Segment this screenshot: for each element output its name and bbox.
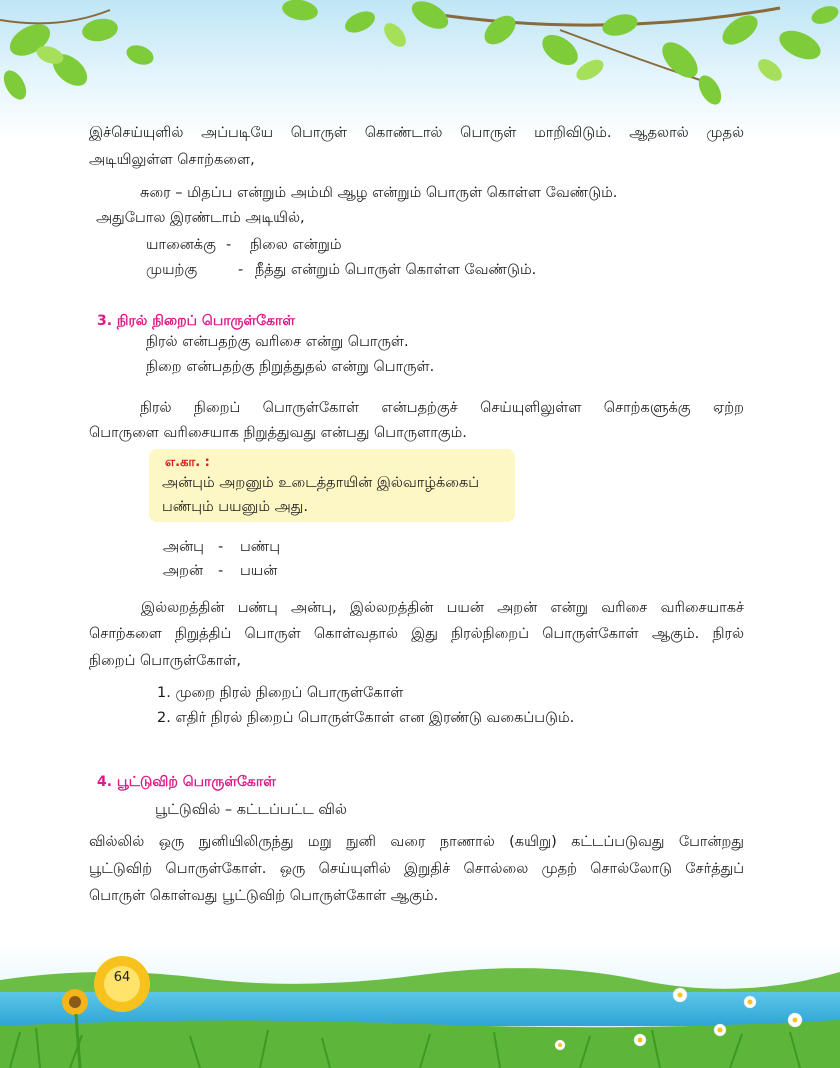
footer-landscape (0, 940, 840, 1068)
section-3-para-2: பொருளை வரிசையாக நிறுத்துவது என்பது பொருளாகும். (89, 425, 467, 441)
intro-line-2: அடியிலுள்ள சொற்களை, (89, 152, 255, 168)
section-4-heading: 4. பூட்டுவிற் பொருள்கோள் (97, 774, 276, 790)
list-item: 1. முறை நிரல் நிறைப் பொருள்கோள் (157, 685, 404, 701)
pair-a: அன்பு (163, 539, 204, 555)
section-4-def: பூட்டுவில் – கட்டப்பட்ட வில் (155, 802, 347, 818)
example-line-1: அன்பும் அறனும் உடைத்தாயின் இல்வாழ்க்கைப் (162, 475, 480, 491)
example-label: எ.கா. : (165, 455, 210, 470)
pair-dash: - (226, 237, 232, 253)
pair-b: பண்பு (240, 539, 281, 555)
section-3-def-1: நிரல் என்பதற்கு வரிசை என்று பொருள். (146, 334, 409, 350)
section-3-para-3-line-3: நிறைப் பொருள்கோள், (89, 653, 242, 669)
intro-line-4: அதுபோல இரண்டாம் அடியில், (96, 210, 305, 226)
pair-dash: - (218, 563, 224, 579)
pair-dash: - (238, 262, 244, 278)
list-item: 2. எதிர் நிரல் நிறைப் பொருள்கோள் என இரண்டு வகைப்படும். (157, 710, 575, 726)
section-3-def-2: நிறை என்பதற்கு நிறுத்துதல் என்று பொருள். (146, 359, 435, 375)
pair-a: அறன் (163, 563, 204, 579)
intro-line-1: இச்செய்யுளில் அப்படியே பொருள் கொண்டால் பொருள் மாறிவிடும். ஆதலால் முதல் (89, 125, 744, 141)
section-4-para-line-2: பூட்டுவிற் பொருள்கோள். ஒரு செய்யுளில் இறுதிச் சொல்லை முதற் சொல்லோடு சேர்த்துப் (89, 861, 744, 877)
pair-word: முயற்கு (146, 262, 198, 278)
intro-line-3: சுரை – மிதப்ப என்றும் அம்மி ஆழ என்றும் பொருள் கொள்ள வேண்டும். (140, 185, 618, 201)
section-3-heading: 3. நிரல் நிறைப் பொருள்கோள் (97, 313, 295, 329)
section-4-para-line-3: பொருள் கொள்வது பூட்டுவிற் பொருள்கோள் ஆகும். (89, 888, 439, 904)
pair-b: பயன் (240, 563, 278, 579)
section-4-para-line-1: வில்லில் ஒரு நுனியிலிருந்து மறு நுனி வரை நாணால் (கயிறு) கட்டப்படுவது போன்றது (89, 834, 744, 850)
pair-dash: - (218, 539, 224, 555)
section-3-para-1: நிரல் நிறைப் பொருள்கோள் என்பதற்குச் செய்யுளிலுள்ள சொற்களுக்கு ஏற்ற (140, 400, 744, 416)
section-3-para-3-line-2: சொற்களை நிறுத்திப் பொருள் கொள்வதால் இது நிரல்நிறைப் பொருள்கோள் ஆகும். நிரல் (89, 626, 744, 642)
example-line-2: பண்பும் பயனும் அது. (162, 499, 308, 515)
pair-meaning: நீத்து என்றும் பொருள் கொள்ள வேண்டும். (255, 262, 537, 278)
pair-word: யானைக்கு (146, 237, 216, 253)
page-number: 64 (113, 970, 131, 985)
pair-meaning: நிலை என்றும் (250, 237, 342, 253)
section-3-para-3-line-1: இல்லறத்தின் பண்பு அன்பு, இல்லறத்தின் பயன் அறன் என்று வரிசை வரிசையாகச் (141, 600, 744, 616)
